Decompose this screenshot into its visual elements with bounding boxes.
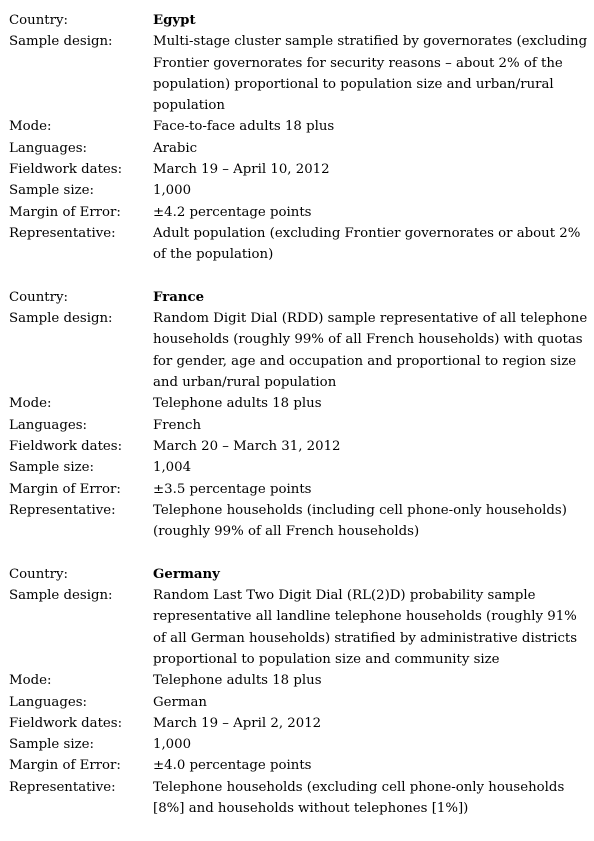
mode-value: Telephone adults 18 plus xyxy=(153,396,322,412)
fieldwork-dates-row xyxy=(9,159,589,180)
sample-design-value: Multi-stage cluster sample stratified by governorates (excluding Frontier governorates for security reasons – about 2% of the population) proportional to population size and urban/rural population xyxy=(153,34,588,114)
sample-size-row xyxy=(9,734,589,755)
sample-size-row xyxy=(9,180,589,201)
mode-row xyxy=(9,116,589,137)
fieldwork-dates-value: March 19 – April 10, 2012 xyxy=(153,162,330,178)
margin-of-error-row xyxy=(9,202,589,223)
mode-label: Mode: xyxy=(9,673,52,689)
margin-of-error-label: Margin of Error: xyxy=(9,204,121,220)
sample-design-row xyxy=(9,308,589,393)
representative-row xyxy=(9,777,589,820)
margin-of-error-label: Margin of Error: xyxy=(9,758,121,774)
sample-size-label: Sample size: xyxy=(9,183,94,199)
country-row xyxy=(9,564,589,585)
mode-row xyxy=(9,393,589,414)
sample-design-value: Random Digit Dial (RDD) sample representative of all telephone households (roughly 99% of all French households) with quotas for gender, age and occupation and proportional to region size and urban/rural population xyxy=(153,311,588,391)
sample-design-value: Random Last Two Digit Dial (RL(2)D) probability sample representative all landline telephone households (roughly 91% of all German households) stratified by administrative districts proportional to population size and community size xyxy=(153,588,578,667)
fieldwork-dates-label: Fieldwork dates: xyxy=(9,162,123,178)
sample-design-label: Sample design: xyxy=(9,34,113,50)
sample-size-value: 1,000 xyxy=(153,737,192,753)
languages-label: Languages: xyxy=(9,417,88,433)
sample-design-label: Sample design: xyxy=(9,311,113,327)
sample-size-label: Sample size: xyxy=(9,460,94,476)
sample-design-label: Sample design: xyxy=(9,588,113,604)
survey-methodology-document xyxy=(9,10,589,841)
margin-of-error-value: ±4.2 percentage points xyxy=(153,204,312,220)
country-name: Germany xyxy=(153,566,220,582)
fieldwork-dates-value: March 19 – April 2, 2012 xyxy=(153,715,322,731)
representative-label: Representative: xyxy=(9,779,116,795)
fieldwork-dates-row xyxy=(9,436,589,457)
representative-value: Telephone households (excluding cell phone-only households [8%] and households without telephones [1%]) xyxy=(153,779,565,816)
country-block-egypt xyxy=(9,10,589,266)
sample-size-row xyxy=(9,457,589,478)
country-name: Egypt xyxy=(153,13,196,28)
representative-value: Adult population (excluding Frontier governorates or about 2% of the population) xyxy=(153,225,581,263)
margin-of-error-row xyxy=(9,479,589,500)
sample-size-label: Sample size: xyxy=(9,737,94,753)
country-label: Country: xyxy=(9,289,68,305)
country-name: France xyxy=(153,289,205,305)
margin-of-error-row xyxy=(9,755,589,776)
languages-value: German xyxy=(153,694,207,710)
mode-row xyxy=(9,670,589,691)
sample-design-row xyxy=(9,31,589,116)
sample-size-value: 1,000 xyxy=(153,183,192,199)
languages-label: Languages: xyxy=(9,694,88,710)
margin-of-error-value: ±3.5 percentage points xyxy=(153,481,312,497)
representative-value: Telephone households (including cell phone-only households) (roughly 99% of all French households) xyxy=(153,502,567,540)
languages-row xyxy=(9,692,589,713)
mode-value: Telephone adults 18 plus xyxy=(153,673,322,689)
representative-row xyxy=(9,223,589,266)
country-label: Country: xyxy=(9,566,68,582)
representative-label: Representative: xyxy=(9,502,116,518)
languages-label: Languages: xyxy=(9,140,88,156)
representative-row xyxy=(9,500,589,543)
sample-size-value: 1,004 xyxy=(153,460,192,476)
country-block-france xyxy=(9,287,589,543)
languages-value: French xyxy=(153,417,202,433)
margin-of-error-label: Margin of Error: xyxy=(9,481,121,497)
fieldwork-dates-label: Fieldwork dates: xyxy=(9,715,123,731)
country-row xyxy=(9,10,589,31)
country-row xyxy=(9,287,589,308)
languages-row xyxy=(9,138,589,159)
mode-label: Mode: xyxy=(9,396,52,412)
fieldwork-dates-row xyxy=(9,713,589,734)
languages-row xyxy=(9,415,589,436)
sample-design-row xyxy=(9,585,589,670)
margin-of-error-value: ±4.0 percentage points xyxy=(153,758,312,774)
country-label: Country: xyxy=(9,13,68,28)
country-block-germany xyxy=(9,564,589,820)
languages-value: Arabic xyxy=(153,140,198,156)
fieldwork-dates-value: March 20 – March 31, 2012 xyxy=(153,438,341,454)
mode-label: Mode: xyxy=(9,119,52,135)
fieldwork-dates-label: Fieldwork dates: xyxy=(9,438,123,454)
representative-label: Representative: xyxy=(9,225,116,241)
mode-value: Face-to-face adults 18 plus xyxy=(153,119,335,135)
